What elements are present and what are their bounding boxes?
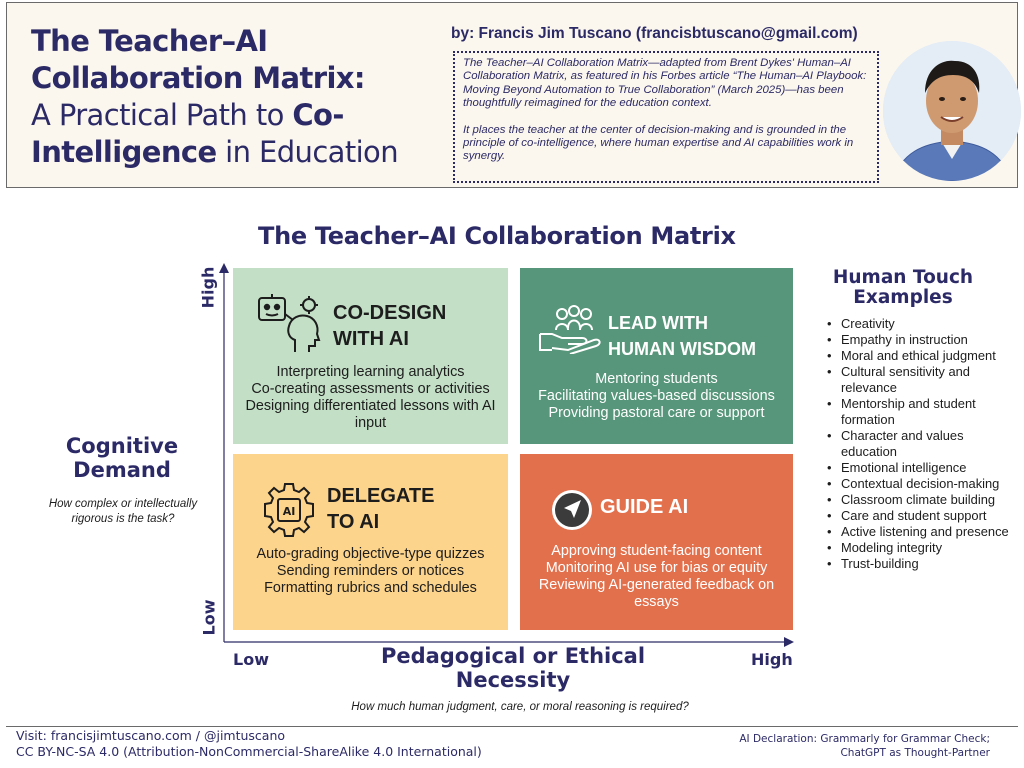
quadrant-example: Approving student-facing content	[551, 543, 762, 559]
ai-declaration	[730, 732, 990, 760]
title-line-2a: A Practical Path to	[31, 98, 293, 132]
header-banner	[6, 2, 1018, 188]
quadrant-title	[333, 300, 446, 352]
quadrant-examples	[235, 364, 506, 432]
quadrant-example: Auto-grading objective-type quizzes	[256, 546, 485, 562]
quadrant-title	[327, 483, 434, 535]
title-line-2c: in Education	[216, 135, 398, 169]
quadrant-example: Sending reminders or notices	[276, 563, 465, 579]
quadrant-title-line-2: HUMAN WISDOM	[608, 339, 756, 359]
svg-text:AI: AI	[282, 505, 296, 518]
quadrant-title-line-2: TO AI	[327, 511, 380, 533]
footer-license: CC BY-NC-SA 4.0 (Attribution-NonCommercial-ShareAlike 4.0 International)	[16, 744, 482, 759]
human-touch-item: • Classroom climate building	[824, 492, 1020, 508]
quadrant-example: Designing differentiated lessons with AI input	[245, 398, 496, 431]
quadrant-examples	[235, 546, 506, 597]
quadrant-title	[600, 494, 688, 520]
human-touch-item: • Emotional intelligence	[824, 460, 1020, 476]
x-axis-low-label: Low	[233, 650, 269, 669]
y-axis-title: Cognitive Demand	[65, 434, 179, 482]
quadrant-example: Monitoring AI use for bias or equity	[545, 560, 768, 576]
quadrant-title-line-2: WITH AI	[333, 328, 409, 350]
human-touch-item: • Contextual decision-making	[824, 476, 1020, 492]
quadrant-example: Providing pastoral care or support	[548, 405, 765, 421]
ai-declaration-line-1: AI Declaration: Grammarly for Grammar Check;	[739, 733, 990, 745]
human-ai-collaboration-icon	[255, 294, 325, 359]
description-paragraph-2: It places the teacher at the center of decision-making and is grounded in the principle of co-intelligence, where human expertise and AI capabilities work in synergy.	[463, 123, 854, 163]
page-title	[31, 23, 411, 171]
title-line-1: The Teacher–AI Collaboration Matrix:	[31, 24, 365, 95]
quadrant-guide-ai	[520, 454, 793, 630]
quadrant-title-line-1: CO-DESIGN	[333, 302, 447, 324]
footer-divider	[6, 726, 1018, 727]
human-touch-item: • Active listening and presence	[824, 524, 1020, 540]
description-paragraph-1: The Teacher–AI Collaboration Matrix—adapted from Brent Dykes' Human–AI Collaboration Matrix, as featured in his Forbes article “The Human–AI Playbook: Moving Beyond Automation to True Collaboration” (March 2025)—has been thoughtfully reimagined for the education context.	[463, 57, 867, 110]
quadrant-example: Formatting rubrics and schedules	[264, 580, 477, 596]
quadrant-title-line-1: GUIDE AI	[600, 496, 689, 518]
human-touch-item: • Empathy in instruction	[824, 332, 1020, 348]
quadrant-example: Facilitating values-based discussions	[538, 388, 775, 404]
title-line-2b: Co-Intelligence	[31, 98, 344, 169]
quadrant-title-line-1: LEAD WITH	[608, 313, 708, 333]
human-touch-item: • Trust-building	[824, 556, 1020, 572]
ai-chip-gear-icon	[259, 480, 319, 545]
navigation-arrow-icon	[550, 488, 594, 537]
human-touch-item: • Creativity	[824, 316, 1020, 332]
human-touch-item: • Mentorship and student formation	[824, 396, 1020, 428]
caring-hand-group-icon	[538, 304, 606, 359]
footer-visit-link[interactable]: Visit: francisjimtuscano.com / @jimtuscano	[16, 728, 286, 743]
quadrant-examples	[522, 371, 791, 422]
matrix-heading: The Teacher–AI Collaboration Matrix	[258, 222, 736, 250]
x-axis-high-label: High	[751, 650, 793, 669]
quadrant-example: Co-creating assessments or activities	[251, 381, 490, 397]
quadrant-example: Interpreting learning analytics	[276, 364, 465, 380]
ai-declaration-line-2: ChatGPT as Thought-Partner	[840, 747, 990, 759]
quadrant-example: Reviewing AI-generated feedback on essays	[538, 577, 775, 610]
x-axis-question: How much human judgment, care, or moral reasoning is required?	[351, 701, 689, 713]
y-axis-question: How complex or intellectually rigorous is the task?	[48, 498, 198, 525]
human-touch-list	[824, 316, 1020, 572]
quadrant-title	[608, 310, 756, 362]
y-axis-low-label: Low	[199, 599, 219, 636]
quadrant-examples	[522, 543, 791, 611]
human-touch-item: • Care and student support	[824, 508, 1020, 524]
quadrant-delegate-to-ai	[233, 454, 508, 630]
human-touch-title: Human Touch Examples	[832, 267, 974, 308]
human-touch-item: • Moral and ethical judgment	[824, 348, 1020, 364]
author-byline: by: Francis Jim Tuscano (francisbtuscano@gmail.com)	[451, 25, 858, 42]
x-axis-title: Pedagogical or Ethical Necessity	[380, 644, 646, 692]
x-axis-arrowhead	[784, 637, 794, 647]
quadrant-lead-with-human-wisdom	[520, 268, 793, 444]
human-touch-item: • Character and values education	[824, 428, 1020, 460]
quadrant-co-design-with-ai	[233, 268, 508, 444]
y-axis-high-label: High	[198, 266, 218, 309]
quadrant-example: Mentoring students	[595, 371, 718, 387]
human-touch-item: • Modeling integrity	[824, 540, 1020, 556]
quadrant-title-line-1: DELEGATE	[327, 485, 435, 507]
y-axis-arrowhead	[219, 263, 229, 273]
author-photo	[883, 41, 1021, 181]
human-touch-item: • Cultural sensitivity and relevance	[824, 364, 1020, 396]
description-box	[453, 51, 879, 183]
